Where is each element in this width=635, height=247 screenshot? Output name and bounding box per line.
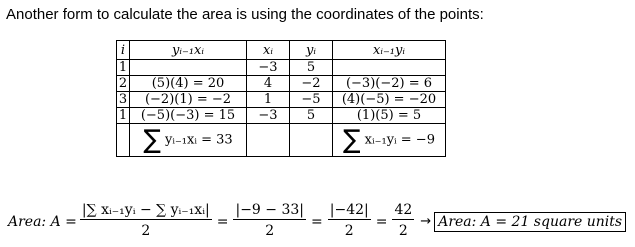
cell-yx: (5)(4) = 20 <box>130 76 247 92</box>
table-header-row <box>117 41 446 60</box>
header-x: xᵢ <box>247 41 290 60</box>
header-yx: yᵢ₋₁xᵢ <box>130 41 247 60</box>
cell-y-empty <box>290 124 333 157</box>
table-row <box>117 108 446 124</box>
sum-yx-cell <box>130 124 247 157</box>
cell-yx <box>130 60 247 76</box>
cell-x: −3 <box>247 60 290 76</box>
cell-y: −5 <box>290 92 333 108</box>
cell-i: 3 <box>117 92 130 108</box>
table-row <box>117 76 446 92</box>
coordinates-table <box>116 40 446 157</box>
cell-i: 2 <box>117 76 130 92</box>
fraction-denominator: 2 <box>141 223 151 239</box>
fraction-numerator: |−42| <box>329 202 369 218</box>
sigma-symbol: ∑ <box>343 125 361 155</box>
equals-sign: = <box>375 213 388 230</box>
fraction-denominator: 2 <box>344 223 354 239</box>
sum-xy-expression: xᵢ₋₁yᵢ = −9 <box>364 132 435 148</box>
sum-yx-expression: yᵢ₋₁xᵢ = 33 <box>164 132 233 148</box>
cell-yx: (−5)(−3) = 15 <box>130 108 247 124</box>
fraction-denominator: 2 <box>398 223 408 239</box>
header-xy: xᵢ₋₁yᵢ <box>333 41 446 60</box>
cell-y: 5 <box>290 60 333 76</box>
cell-xy: (4)(−5) = −20 <box>333 92 446 108</box>
sum-xy-cell <box>333 124 446 157</box>
fraction-numerator: |−9 − 33| <box>235 202 305 218</box>
result-box: Area: A = 21 square units <box>434 212 626 232</box>
fraction-numerator: 42 <box>394 202 413 218</box>
fraction-denominator: 2 <box>265 223 275 239</box>
area-label: Area: A = <box>8 213 77 230</box>
cell-i: 1 <box>117 60 130 76</box>
fraction-general <box>80 202 212 241</box>
table-row <box>117 60 446 76</box>
equals-sign: = <box>216 213 229 230</box>
table-sum-row <box>117 124 446 157</box>
cell-x: 4 <box>247 76 290 92</box>
cell-y: −2 <box>290 76 333 92</box>
cell-x: 1 <box>247 92 290 108</box>
cell-i-empty <box>117 124 130 157</box>
area-formula <box>8 202 626 241</box>
cell-xy: (−3)(−2) = 6 <box>333 76 446 92</box>
sigma-symbol: ∑ <box>143 125 161 155</box>
header-i: i <box>117 41 130 60</box>
cell-x: −3 <box>247 108 290 124</box>
cell-xy: (1)(5) = 5 <box>333 108 446 124</box>
fraction-absolute <box>328 202 371 241</box>
table-row <box>117 92 446 108</box>
cell-i: 1 <box>117 108 130 124</box>
header-y: yᵢ <box>290 41 333 60</box>
fraction-final <box>392 202 414 241</box>
intro-text: Another form to calculate the area is using the coordinates of the points: <box>6 6 484 23</box>
cell-x-empty <box>247 124 290 157</box>
right-arrow-icon: → <box>420 214 432 229</box>
cell-yx: (−2)(1) = −2 <box>130 92 247 108</box>
cell-xy <box>333 60 446 76</box>
equals-sign: = <box>311 213 323 230</box>
cell-y: 5 <box>290 108 333 124</box>
fraction-numerator: |∑ xᵢ₋₁yᵢ − ∑ yᵢ₋₁xᵢ| <box>81 202 210 218</box>
fraction-substituted <box>233 202 306 241</box>
